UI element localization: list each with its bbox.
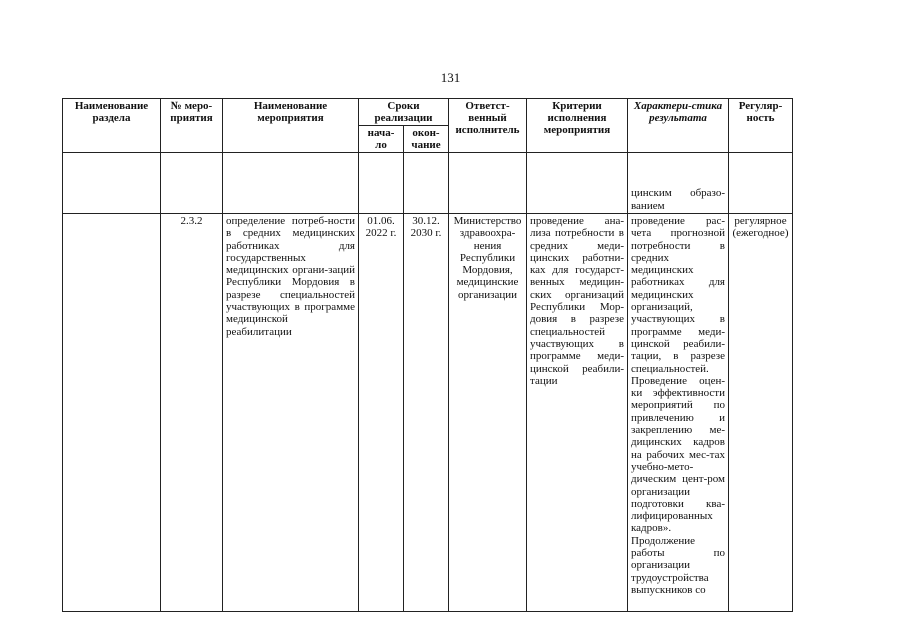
cell-section: [63, 214, 161, 612]
cell-executor: Министерство здравоохра-нения Республики Мордовия, медицинские организации: [449, 214, 527, 612]
cell-result-continued: цинским образо-ванием: [628, 153, 729, 214]
cell-empty: [223, 153, 359, 214]
result-paragraph: Проведение оцен-ки эффективности мероприятий по привлечению и закреплению ме-дицинских кадров на рабочих мес-тах учебно-мето-дическим цент-ром организации подготовки ква-лифицированных кадров».: [631, 374, 725, 535]
result-paragraph: Продолжение работы по организации трудоустройства выпускников со: [631, 534, 725, 596]
cell-empty: [404, 153, 449, 214]
header-end: окон-чание: [404, 126, 449, 153]
header-regularity: Регуляр-ность: [729, 99, 793, 153]
cell-result: [628, 214, 729, 612]
header-row: [63, 99, 793, 126]
cell-name: определение потреб-ности в средних медицинских работниках для государственных медицинских органи-заций Республики Мордовия в разрезе специальностей участвующих в программе медицинской реабилитации: [223, 214, 359, 612]
cell-empty: [527, 153, 628, 214]
header-executor: Ответст-венный исполнитель: [449, 99, 527, 153]
page-number: 131: [440, 70, 461, 85]
cell-start: 01.06. 2022 г.: [359, 214, 404, 612]
cell-empty: [729, 153, 793, 214]
header-terms: Сроки реализации: [359, 99, 449, 126]
cell-empty: [449, 153, 527, 214]
cell-empty: [63, 153, 161, 214]
cell-empty: [359, 153, 404, 214]
cell-end: 30.12. 2030 г.: [404, 214, 449, 612]
header-section: Наименование раздела: [63, 99, 161, 153]
table-row: [63, 214, 793, 612]
header-number: № меро-приятия: [161, 99, 223, 153]
header-result: Характери-стика результата: [628, 99, 729, 153]
table-row: [63, 153, 793, 214]
cell-empty: [161, 153, 223, 214]
cell-regularity: регулярное (ежегодное): [729, 214, 793, 612]
cell-number: 2.3.2: [161, 214, 223, 612]
header-name: Наименование мероприятия: [223, 99, 359, 153]
activities-table: [62, 98, 793, 612]
header-criteria: Критерии исполнения мероприятия: [527, 99, 628, 153]
result-paragraph: проведение рас-чета прогнозной потребности в средних медицинских работниках для медицинских организаций, участвующих в программе меди-цинской реабили-тации, в разрезе специальностей.: [631, 215, 725, 375]
cell-criteria: проведение ана-лиза потребности в средних меди-цинских работни-ках для государст-венных медицин-ских организаций Республики Мор-довия в разрезе специальностей участвующих в программе меди-цинской реабили-тации: [527, 214, 628, 612]
header-start: нача-ло: [359, 126, 404, 153]
